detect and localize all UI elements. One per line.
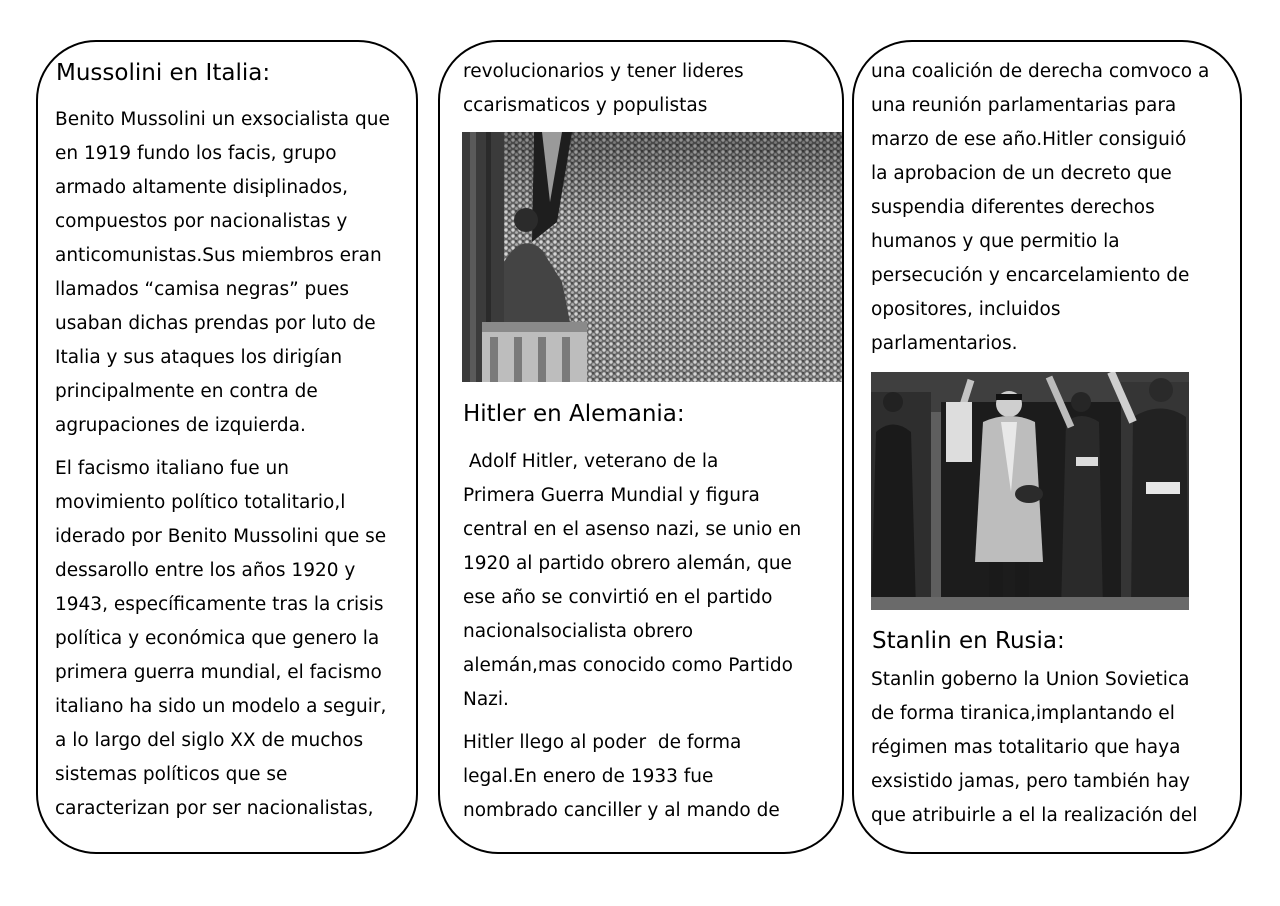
text-line: central en el asenso nazi, se unio en <box>463 519 802 540</box>
text-line: El facismo italiano fue un <box>55 458 289 479</box>
text-line: sistemas políticos que se <box>55 764 288 785</box>
text-line: Nazi. <box>463 689 509 710</box>
heading-stalin: Stanlin en Rusia: <box>872 628 1065 654</box>
text-line: Primera Guerra Mundial y figura <box>463 485 760 506</box>
paragraph-continued <box>463 55 744 123</box>
text-line: revolucionarios y tener lideres <box>463 61 744 82</box>
text-line: marzo de ese año.Hitler consiguió <box>871 129 1187 150</box>
text-line: primera guerra mundial, el facismo <box>55 662 382 683</box>
text-line: armado altamente disiplinados, <box>55 177 348 198</box>
heading-hitler: Hitler en Alemania: <box>463 401 685 427</box>
text-line: a lo largo del siglo XX de muchos <box>55 730 364 751</box>
paragraph-hitler-bio <box>463 445 801 717</box>
text-line: Adolf Hitler, veterano de la <box>463 451 719 472</box>
text-line: parlamentarios. <box>871 333 1018 354</box>
paragraph-mussolini-intro <box>55 103 390 443</box>
text-line: régimen mas totalitario que haya <box>871 737 1181 758</box>
text-line: Hitler llego al poder de forma <box>463 732 742 753</box>
paragraph-fascism <box>55 452 386 826</box>
text-line: suspendia diferentes derechos <box>871 197 1155 218</box>
text-line: humanos y que permitio la <box>871 231 1120 252</box>
text-line: movimiento político totalitario,l <box>55 492 346 513</box>
text-line: 1920 al partido obrero alemán, que <box>463 553 792 574</box>
hitler-photo <box>871 372 1189 610</box>
text-line: de forma tiranica,implantando el <box>871 703 1175 724</box>
text-line: nombrado canciller y al mando de <box>463 800 780 821</box>
paragraph-hitler-continued <box>871 55 1209 361</box>
text-line: la aprobacion de un decreto que <box>871 163 1172 184</box>
text-line: agrupaciones de izquierda. <box>55 415 306 436</box>
text-line: 1943, específicamente tras la crisis <box>55 594 384 615</box>
text-line: una coalición de derecha comvoco a <box>871 61 1210 82</box>
text-line: en 1919 fundo los facis, grupo <box>55 143 337 164</box>
text-line: caracterizan por ser nacionalistas, <box>55 798 374 819</box>
text-line: compuestos por nacionalistas y <box>55 211 348 232</box>
text-line: Stanlin goberno la Union Sovietica <box>871 669 1190 690</box>
text-line: llamados “camisa negras” pues <box>55 279 350 300</box>
text-line: nacionalsocialista obrero <box>463 621 694 642</box>
text-line: ese año se convirtió en el partido <box>463 587 773 608</box>
text-line: una reunión parlamentarias para <box>871 95 1177 116</box>
paragraph-hitler-power <box>463 726 780 828</box>
mussolini-crowd-photo <box>462 132 842 382</box>
paragraph-stalin <box>871 663 1197 833</box>
text-line: ccarismaticos y populistas <box>463 95 708 116</box>
text-line: italiano ha sido un modelo a seguir, <box>55 696 387 717</box>
text-line: principalmente en contra de <box>55 381 318 402</box>
text-line: exsistido jamas, pero también hay <box>871 771 1191 792</box>
text-line: Italia y sus ataques los dirigían <box>55 347 343 368</box>
heading-mussolini: Mussolini en Italia: <box>56 60 271 86</box>
text-line: persecución y encarcelamiento de <box>871 265 1190 286</box>
text-line: legal.En enero de 1933 fue <box>463 766 714 787</box>
text-line: que atribuirle a el la realización del <box>871 805 1198 826</box>
text-line: política y económica que genero la <box>55 628 380 649</box>
text-line: iderado por Benito Mussolini que se <box>55 526 387 547</box>
text-line: Benito Mussolini un exsocialista que <box>55 109 390 130</box>
text-line: usaban dichas prendas por luto de <box>55 313 376 334</box>
text-line: opositores, incluidos <box>871 299 1061 320</box>
text-line: alemán,mas conocido como Partido <box>463 655 793 676</box>
text-line: anticomunistas.Sus miembros eran <box>55 245 382 266</box>
text-line: dessarollo entre los años 1920 y <box>55 560 356 581</box>
